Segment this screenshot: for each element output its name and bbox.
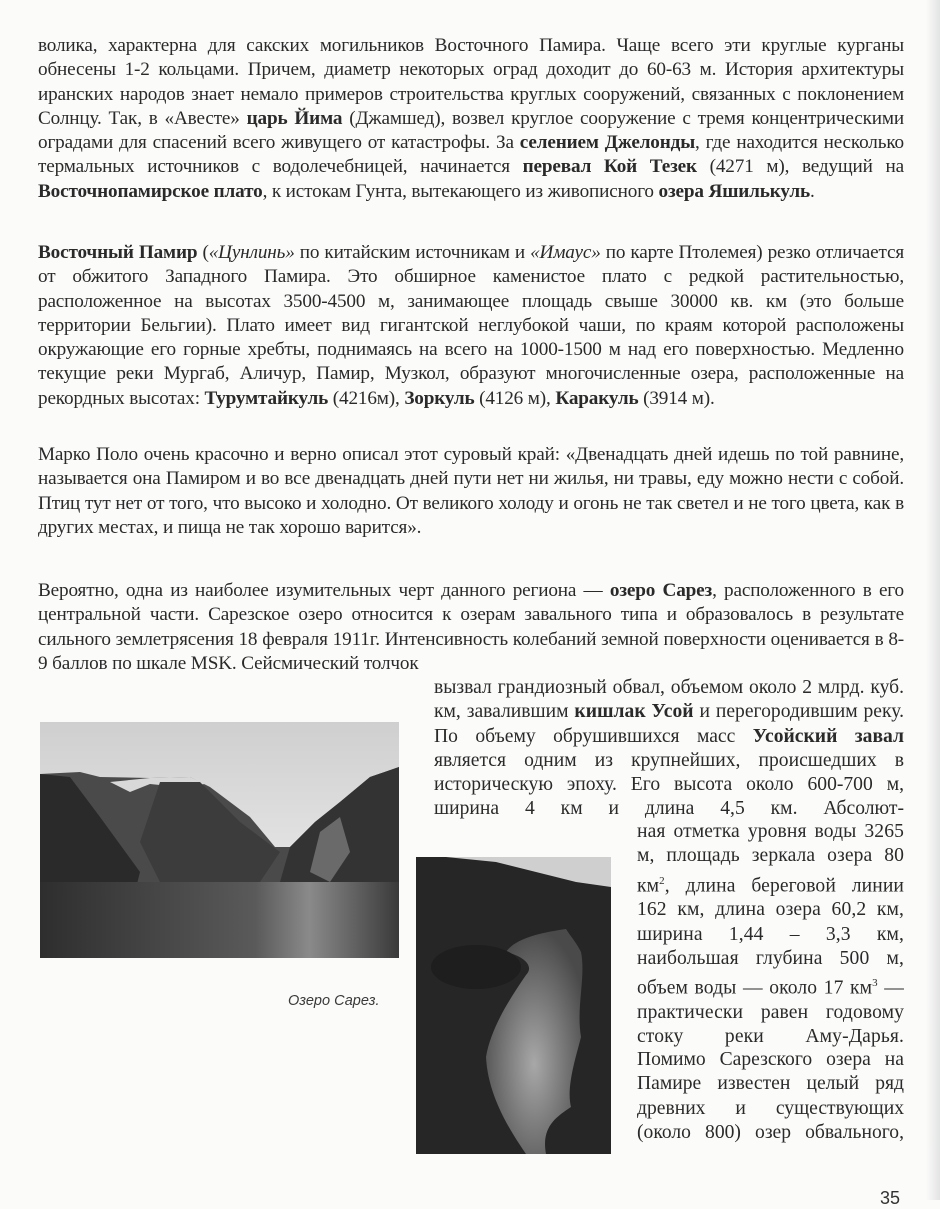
bold-term: Восточнопамирское плато <box>38 180 263 202</box>
text: , где находится несколько термальных источников с водолечебницей, начинается <box>38 132 904 178</box>
text: по китайским источникам и <box>294 242 531 263</box>
superscript: 3 <box>872 977 878 990</box>
bold-term: озеро Сарез <box>609 580 713 601</box>
text: волика, характерна для сакских могильников Восточного Памира. Чаще всего эти круглые курганы обнесены 1-2 кольцами. Причем, диаметр некоторых оград доходит до 60-63 м. История архитектуры иранских народов знает немало примеров строительства круглых сооружений, связанных с поклонением Солнцу. Так, в «Авесте» <box>38 35 904 129</box>
text: ная отметка уровня воды 3265 м, площадь зеркала озера 80 км <box>637 821 904 897</box>
text: Помимо Сарезского озера на Памире известен целый ряд древних и существующих (около 800) озер обвального, <box>637 1049 904 1143</box>
text: , расположенного в его центральной части. Сарезское озеро относится к озерам завального типа и образовалось в результате сильного землетрясения 18 февраля 1911г. Интенсивность колебаний земной поверхности оценивается в 8-9 баллов по шкале MSK. Сейсмический толчок <box>38 580 904 674</box>
bold-term: Зоркуль <box>404 387 475 409</box>
aerial-lake-image <box>416 857 611 1154</box>
photo-caption: Озеро Сарез. <box>288 993 380 1009</box>
wrap-text-column-2 <box>637 820 904 1050</box>
page-number: 35 <box>880 1188 901 1208</box>
text: (Джамшед), возвел круглое сооружение с тремя концентрическими оградами для спасений всего живущего от катастрофы. За <box>38 107 904 154</box>
text: ( <box>197 242 209 263</box>
italic-term: «Цунлинь» <box>208 242 295 263</box>
wrap-text-column-3 <box>637 1048 904 1145</box>
sarez-lake-photo-aerial <box>416 857 611 1154</box>
text: — практически равен годовому стоку реки Аму-Дарья. <box>637 977 905 1048</box>
text: (4216м), <box>328 387 405 409</box>
paragraph-4 <box>38 579 904 676</box>
bold-term: перевал Кой Тезек <box>522 156 697 178</box>
superscript: 2 <box>659 874 665 887</box>
text: , длина береговой линии 162 км, длина озера 60,2 км, ширина 1,44 – 3,3 км, наибольшая глубина 500 м, объем воды — около 17 км <box>637 875 904 999</box>
paragraph-1 <box>38 34 904 204</box>
bold-term: озера Яшилькуль <box>658 180 810 202</box>
sarez-lake-photo-mountains <box>40 722 399 958</box>
text: Марко Поло очень красочно и верно описал этот суровый край: «Двенадцать дней идешь по той равнине, называется она Памиром и во все двенадцать дней пути нет ни жилья, ни травы, еду можно нести с собой. Птиц тут нет от того, что высоко и холодно. От великого холоду и огонь не так светел и не того цвета, как в других местах, и пища не так хорошо варится». <box>38 444 904 538</box>
wrap-text-column-1 <box>434 676 904 822</box>
text: и перегородившим реку. По объему обрушившихся масс <box>434 701 904 747</box>
paragraph-2 <box>38 241 904 411</box>
text: (4271 м), ведущий на <box>696 156 904 178</box>
text: . <box>810 180 815 202</box>
page-edge-shadow <box>926 0 940 1200</box>
text: вызвал грандиозный обвал, объемом около 2 млрд. куб. км, завалившим <box>434 677 904 723</box>
paragraph-3 <box>38 443 904 540</box>
text: , к истокам Гунта, вытекающего из живописного <box>262 180 659 202</box>
bold-term: царь Йима <box>246 107 343 129</box>
bold-term: Усойский завал <box>752 725 904 747</box>
text: (3914 м). <box>638 387 715 409</box>
text: является одним из крупнейших, происшедших в историческую эпоху. Его высота около 600-700 м, ширина 4 км и длина 4,5 км. Абсолют- <box>434 749 904 820</box>
bold-term: селением Джелонды <box>519 132 696 154</box>
italic-term: «Имаус» <box>530 242 601 263</box>
text: Вероятно, одна из наиболее изумительных черт данного региона — <box>38 580 610 601</box>
bold-term: Каракуль <box>555 387 639 409</box>
text: по карте Птолемея) резко отличается от обжитого Западного Памира. Это обширное каменистое плато с редкой растительностью, расположенное на высотах 3500-4500 м, занимающее площадь свыше 30000 кв. км (это больше территории Бельгии). Плато имеет вид гигантской неглубокой чаши, по краям которой расположены окружающие его горные хребты, поднимаясь на всего на 1000-1500 м над его поверхностью. Медленно текущие реки Мургаб, Аличур, Памир, Музкол, образуют многочисленные озера, расположенные на рекордных высотах: <box>38 242 904 409</box>
bold-term: Восточный Памир <box>38 242 198 263</box>
bold-term: кишлак Усой <box>574 701 694 723</box>
mountain-lake-image <box>40 722 399 958</box>
bold-term: Турумтайкуль <box>204 387 329 409</box>
text: (4126 м), <box>474 387 556 409</box>
